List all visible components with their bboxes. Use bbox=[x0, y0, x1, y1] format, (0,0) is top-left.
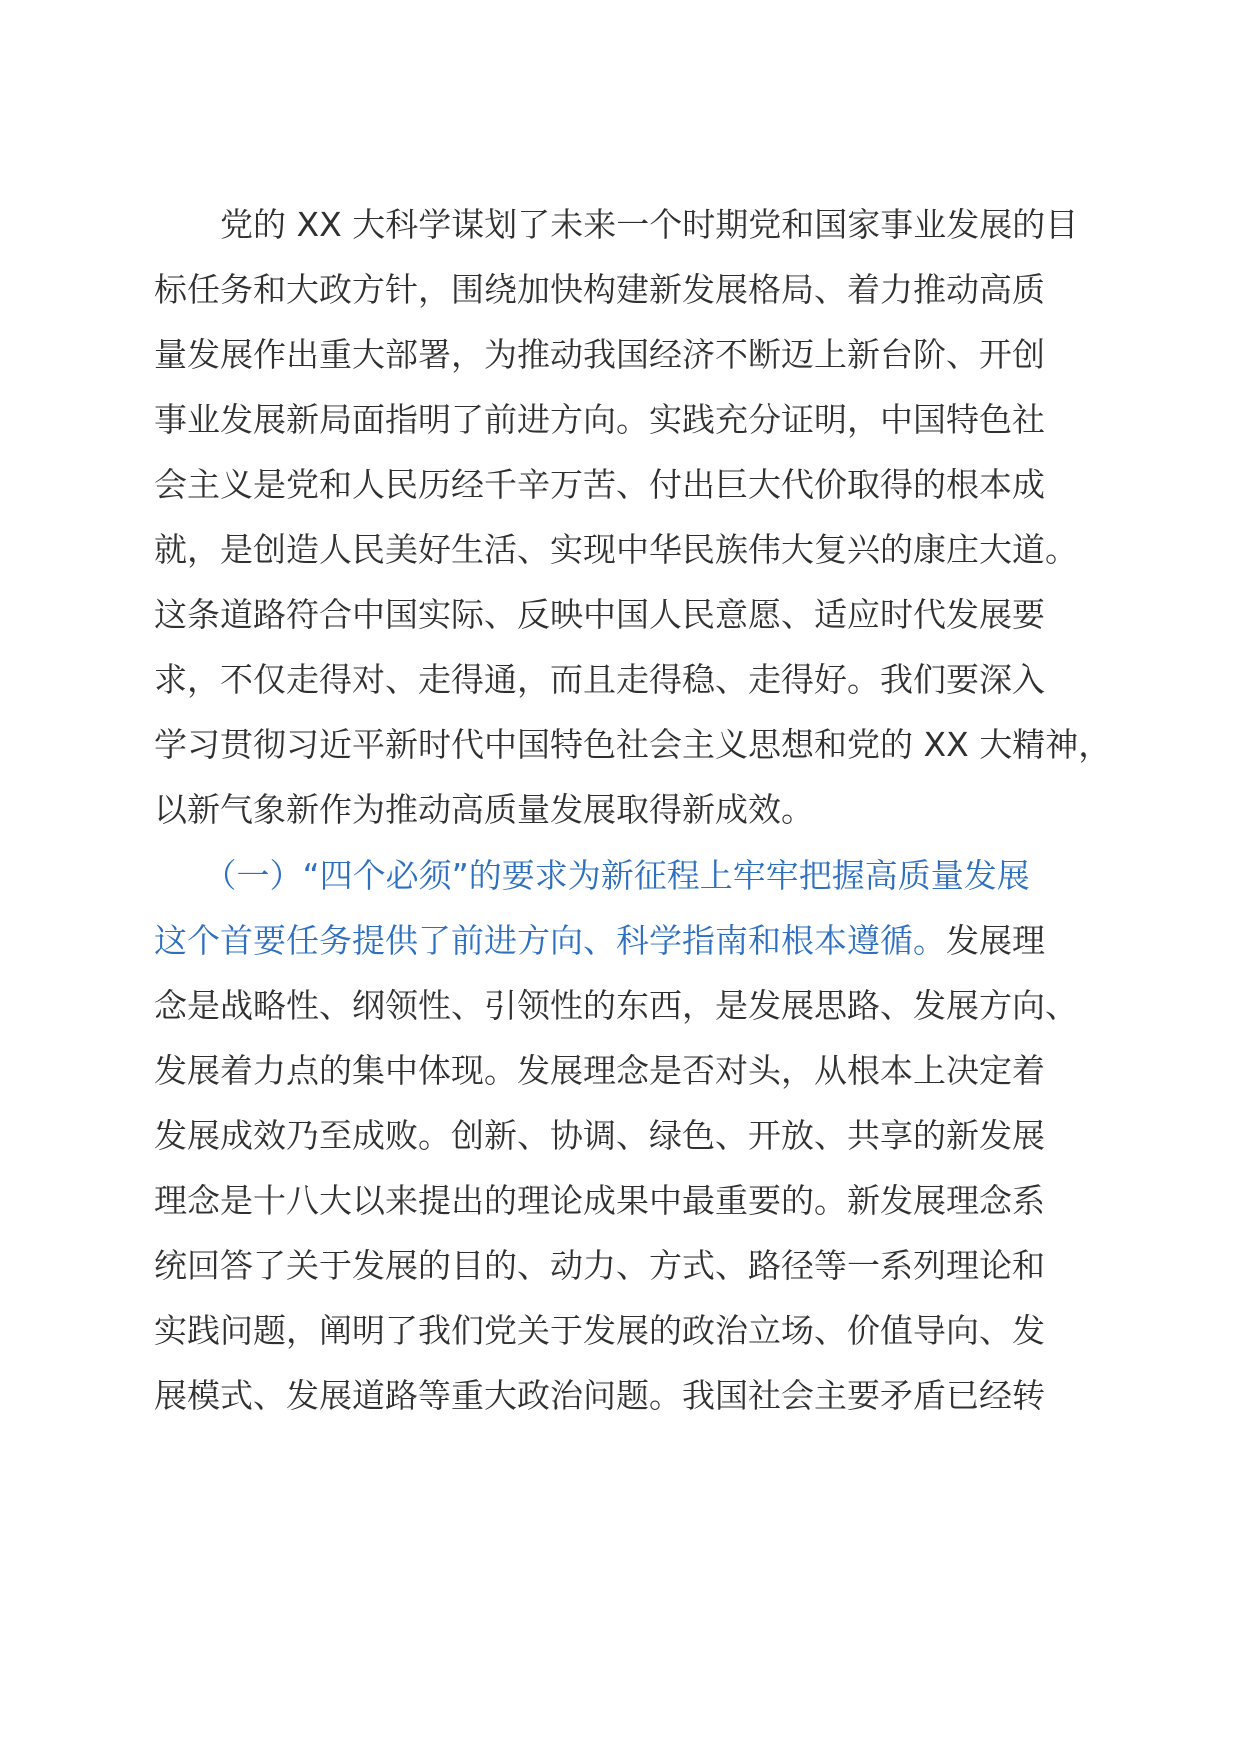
text-line: 就，是创造人民美好生活、实现中华民族伟大复兴的康庄大道。 bbox=[154, 530, 1078, 569]
text-line: 以新气象新作为推动高质量发展取得新成效。 bbox=[154, 790, 814, 829]
text-line: 党的 XX 大科学谋划了未来一个时期党和国家事业发展的目 bbox=[154, 205, 1079, 244]
section-heading-part-2: 这个首要任务提供了前进方向、科学指南和根本遵循。 bbox=[154, 921, 946, 960]
text-line: 标任务和大政方针，围绕加快构建新发展格局、着力推动高质 bbox=[154, 270, 1045, 309]
text-line: 这条道路符合中国实际、反映中国人民意愿、适应时代发展要 bbox=[154, 595, 1045, 634]
line-continuation: 发展理 bbox=[946, 921, 1045, 960]
text-line: 发展着力点的集中体现。发展理念是否对头，从根本上决定着 bbox=[154, 1051, 1045, 1090]
section-heading-part-1: （一）“四个必须”的要求为新征程上牢牢把握高质量发展 bbox=[154, 856, 1030, 895]
paragraph-intro bbox=[154, 192, 1114, 842]
text-line: 会主义是党和人民历经千辛万苦、付出巨大代价取得的根本成 bbox=[154, 465, 1045, 504]
text-line: 发展成效乃至成败。创新、协调、绿色、开放、共享的新发展 bbox=[154, 1116, 1045, 1155]
document-body bbox=[154, 192, 1114, 1428]
text-line: 事业发展新局面指明了前进方向。实践充分证明，中国特色社 bbox=[154, 400, 1045, 439]
text-line: 求，不仅走得对、走得通，而且走得稳、走得好。我们要深入 bbox=[154, 660, 1045, 699]
text-line: 展模式、发展道路等重大政治问题。我国社会主要矛盾已经转 bbox=[154, 1376, 1045, 1415]
text-line: 念是战略性、纲领性、引领性的东西，是发展思路、发展方向、 bbox=[154, 986, 1078, 1025]
text-line: 实践问题，阐明了我们党关于发展的政治立场、价值导向、发 bbox=[154, 1311, 1045, 1350]
text-line: 统回答了关于发展的目的、动力、方式、路径等一系列理论和 bbox=[154, 1246, 1045, 1285]
text-line bbox=[154, 908, 1114, 973]
text-line: 量发展作出重大部署，为推动我国经济不断迈上新台阶、开创 bbox=[154, 335, 1045, 374]
text-line: 理念是十八大以来提出的理论成果中最重要的。新发展理念系 bbox=[154, 1181, 1045, 1220]
text-line: 学习贯彻习近平新时代中国特色社会主义思想和党的 XX 大精神， bbox=[154, 725, 1112, 764]
paragraph-section-one bbox=[154, 843, 1114, 1428]
text-line bbox=[154, 843, 1114, 908]
